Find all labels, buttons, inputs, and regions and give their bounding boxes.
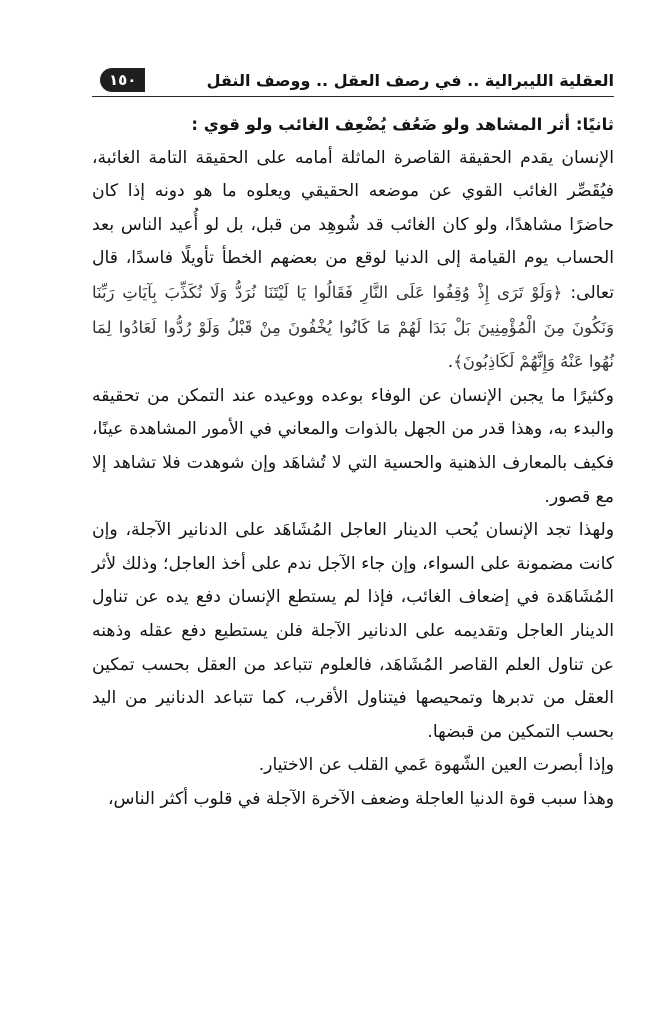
page-number: ١٥٠ (100, 68, 145, 92)
paragraph-1-text: الإنسان يقدم الحقيقة القاصرة الماثلة أمامه على الحقيقة التامة الغائبة، فيُقَصِّر الغائب القوي عن موضعه الحقيقي ويعلوه ما هو دونه إذا كان حاضرًا مشاهدًا، ولو كان الغائب قد شُوهِد من قبل، بل لو أُعيد الناس بعد الحساب يوم القيامة إلى الدنيا لوقع من بعضهم الخطأ تأويلًا فاسدًا، قال تعالى: (92, 147, 614, 303)
paragraph-1-end: . (447, 352, 454, 373)
section-heading: ثانيًا: أثر المشاهد ولو ضَعُف يُضْعِف الغائب ولو قوي : (191, 115, 614, 134)
paragraph-3: ولهذا تجد الإنسان يُحب الدينار العاجل المُشَاهَد على الدنانير الآجلة، وإن كانت مضمونة على السواء، وإن جاء الآجل ندم على أخذ العاجل؛ وذلك لأثر المُشَاهَدة في إضعاف الغائب، فإذا لم يستطع الإنسان دفع يده عن تناول الدينار العاجل وتقديمه على الدنانير الآجلة فلن يستطيع دفع عقله وذهنه عن تناول العلم القاصر المُشَاهَد، فالعلوم تتباعد من العقل بحسب تمكين العقل من تدبرها وتمحيصها فيتناول الأقرب، كما تتباعد الدنانير من اليد بحسب التمكين من قبضها. (92, 520, 614, 742)
paragraph-5: وهذا سبب قوة الدنيا العاجلة وضعف الآخرة الآجلة في قلوب أكثر الناس، (107, 788, 614, 809)
paragraph-2: وكثيرًا ما يجبن الإنسان عن الوفاء بوعده ووعيده عند التمكن من تحقيقه والبدء به، وهذا قدر من الجهل بالذوات والمعاني في الأمور المشاهدة عينًا، فكيف بالمعارف الذهنية والحسية التي لا تُشاهَد وإن شوهدت فلا تشاهد إلا مع قصور. (92, 385, 614, 507)
page-body (92, 108, 614, 816)
running-header (92, 64, 614, 97)
book-title: العقلية الليبرالية .. في رصف العقل .. ووصف النقل (206, 70, 614, 90)
paragraph-4: وإذا أبصرت العين الشّهوة عَمي القلب عن الاختيار. (258, 755, 614, 776)
paragraph-1 (92, 142, 614, 380)
quran-verse: ﴿وَلَوْ تَرَى إِذْ وُقِفُوا عَلَى النَّارِ فَقَالُوا يَا لَيْتَنَا نُرَدُّ وَلَا نُكَذِّبَ بِآيَاتِ رَبِّنَا وَنَكُونَ مِنَ الْمُؤْمِنِينَ بَلْ بَدَا لَهُمْ مَا كَانُوا يُخْفُونَ مِنْ قَبْلُ وَلَوْ رُدُّوا لَعَادُوا لِمَا نُهُوا عَنْهُ وَإِنَّهُمْ لَكَاذِبُونَ﴾ (92, 282, 614, 372)
